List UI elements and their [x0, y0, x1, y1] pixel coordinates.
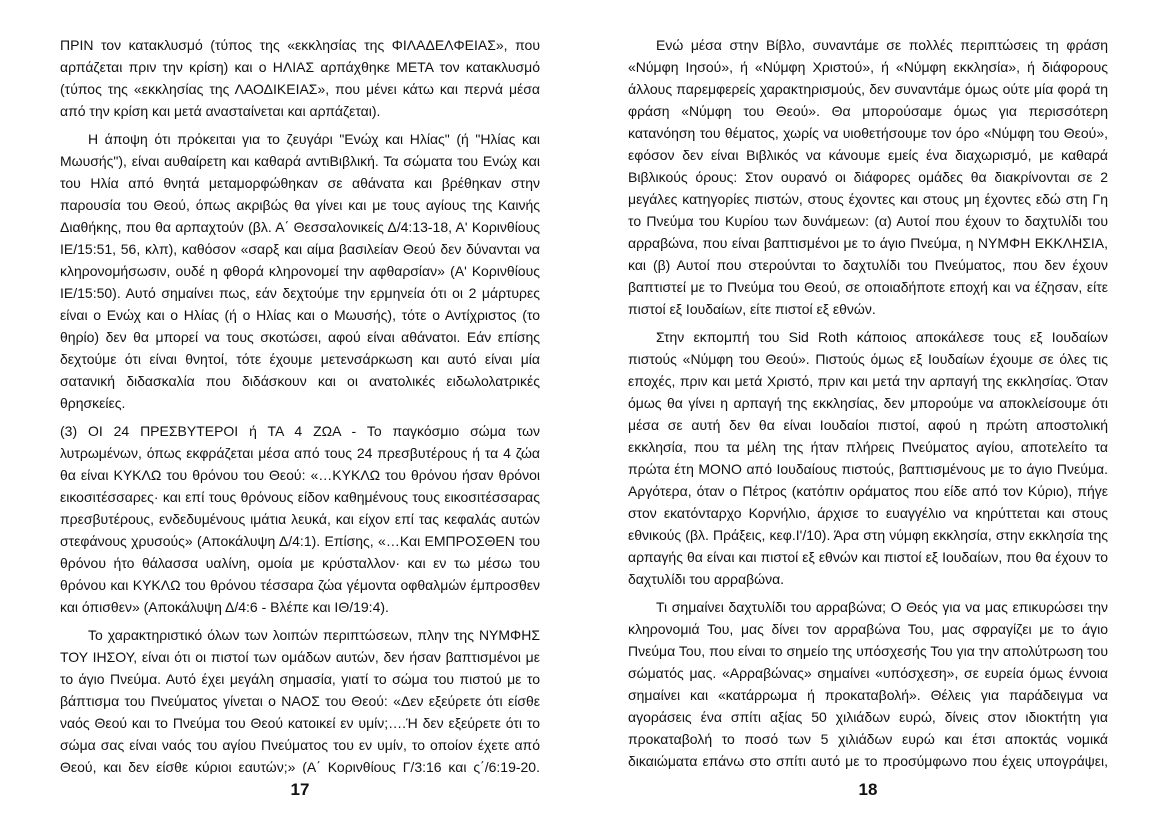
paragraph: Το χαρακτηριστικό όλων των λοιπών περιπτώσεων, πλην της ΝΥΜΦΗΣ ΤΟΥ ΙΗΣΟΥ, είναι ότι οι πιστοί των ομάδων αυτών, δεν ήσαν βαπτισμένοι με το άγιο Πνεύμα. Αυτό έχει μεγάλη σημασία, γιατί το σώμα του πιστού με το βάπτισμα του Πνεύματος γίνεται ο ΝΑΟΣ του Θεού: «Δεν εξεύρετε ότι είσθε ναός Θεού και το Πνεύμα του Θεού κατοικεί εν υμίν;….Ή δεν εξεύρετε ότι το σώμα σας είναι ναός του αγίου Πνεύματος του εν υμίν, το οποίον έχετε από Θεού, και δεν είσθε κύριοι εαυτών;» (Α΄ Κορινθίους Γ/3:16 και ς΄/6:19-20. — [60, 627, 540, 774]
paragraph: Ενώ μέσα στην Βίβλο, συναντάμε σε πολλές περιπτώσεις τη φράση «Νύμφη Ιησού», ή «Νύμφη Χριστού», ή «Νύμφη εκκλησία», ή διάφορους άλλους παρεμφερείς χαρακτηρισμούς, δεν συναντάμε όμως ούτε μία φορά τη φράση «Νύμφη του Θεού». Θα μπορούσαμε όμως για περισσότερη κατανόηση του θέματος, χωρίς να υιοθετήσουμε τον όρο «Νύμφη του Θεού», εφόσον δεν είναι Βιβλικός να κάνουμε εμείς ένα διαχωρισμό, με καθαρά Βιβλικούς όρους: Στον ουρανό οι διάφορες ομάδες θα διακρίνονται σε 2 μεγάλες κατηγορίες πιστών, στους έχοντες και στους μη έχοντες εδώ στη Γη το Πνεύμα του Κυρίου των δυνάμεων: (α) Αυτοί που έχουν το δαχτυλίδι του αρραβώνα, που είναι βαπτισμένοι με το άγιο Πνεύμα, η ΝΥΜΦΗ ΕΚΚΛΗΣΙΑ, και (β) Αυτοί που στερούνται το δαχτυλίδι του Πνεύματος, που δεν έχουν βαπτιστεί με το Πνεύμα του Θεού, σε οποιαδήποτε εποχή και να έζησαν, είτε πιστοί εξ Ιουδαίων, είτε πιστοί εξ εθνών. — [628, 37, 1108, 317]
page-number: 18 — [858, 780, 878, 799]
right-page — [628, 34, 1108, 799]
left-page — [60, 34, 540, 799]
page-number: 17 — [290, 780, 310, 799]
paragraph: Στην εκπομπή του Sid Roth κάποιος αποκάλεσε τους εξ Ιουδαίων πιστούς «Νύμφη του Θεού». Πιστούς όμως εξ Ιουδαίων έχουμε σε όλες τις εποχές, πριν και μετά Χριστό, πριν και μετά την αρπαγή της εκκλησίας. Όταν όμως θα γίνει η αρπαγή της εκκλησίας, δεν μπορούμε να αποκλείσουμε ότι μέσα σε αυτή δεν θα είναι Ιουδαίοι πιστοί, αφού η πρώτη αποστολική εκκλησία, που τα μέλη της ήταν πλήρεις Πνεύματος αγίου, αποτελείτο τα πρώτα έτη ΜΟΝΟ από Ιουδαίους πιστούς, βαπτισμένους με το άγιο Πνεύμα. Αργότερα, όταν ο Πέτρος (κατόπιν οράματος που είδε από τον Κύριο), πήγε στον εκατόνταρχο Κορνήλιο, άρχισε το ευαγγέλιο να κηρύττεται και στους εθνικούς (βλ. Πράξεις, κεφ.Ι'/10). Άρα στη νύμφη εκκλησία, στην εκκλησία της αρπαγής θα είναι και πιστοί εξ εθνών και πιστοί εξ Ιουδαίων, που θα έχουν το δαχτυλίδι του αρραβώνα. — [628, 329, 1108, 587]
right-page-text — [628, 34, 1108, 774]
paragraph: ΠΡΙΝ τον κατακλυσμό (τύπος της «εκκλησίας της ΦΙΛΑΔΕΛΦΕΙΑΣ», που αρπάζεται πριν την κρίση) και ο ΗΛΙΑΣ αρπάχθηκε ΜΕΤΑ τον κατακλυσμό (τύπος της «εκκλησίας της ΛΑΟΔΙΚΕΙΑΣ», που μένει κάτω και περνά μέσα από την κρίση και μετά ανασταίνεται και αρπάζεται). — [60, 37, 540, 119]
left-page-text — [60, 34, 540, 774]
paragraph: Τι σημαίνει δαχτυλίδι του αρραβώνα; Ο Θεός για να μας επικυρώσει την κληρονομιά Του, μας δίνει τον αρραβώνα Του, μας σφραγίζει με το άγιο Πνεύμα Του, που είναι το σημείο της υπόσχεσής Του για την απολύτρωση του σώματός μας. «Αρραβώνας» σημαίνει «υπόσχεση», σε ευρεία όμως έννοια σημαίνει και «κατάρρωμα ή προκαταβολή». Θέλεις για παράδειγμα να αγοράσεις ένα σπίτι αξίας 50 χιλιάδων ευρώ, δίνεις στον ιδιοκτήτη για προκαταβολή το ποσό των 5 χιλιάδων ευρώ και έτσι αποκτάς νομικά δικαιώματα επάνω στο σπίτι αυτό με το προσύμφωνο που έχεις υπογράψει, — [628, 599, 1108, 769]
paragraph: Η άποψη ότι πρόκειται για το ζευγάρι "Ενώχ και Ηλίας" (ή "Ηλίας και Μωυσής"), είναι αυθαίρετη και καθαρά αντιΒιβλική. Τα σώματα του Ενώχ και του Ηλία από θνητά μεταμορφώθηκαν σε αθάνατα και βρέθηκαν στην παρουσία του Θεού, όπως ακριβώς θα γίνει και με τους αγίους της Καινής Διαθήκης, που θα αρπαχτούν (βλ. Α΄ Θεσσαλονικείς Δ/4:13-18, Α' Κορινθίους ΙΕ/15:51, 56, κλπ), καθόσον «σαρξ και αίμα βασιλείαν Θεού δεν δύνανται να κληρονομήσωσιν, ουδέ η φθορά κληρονομεί την αφθαρσίαν» (Α' Κορινθίους ΙΕ/15:50). Αυτό σημαίνει πως, εάν δεχτούμε την ερμηνεία ότι οι 2 μάρτυρες είναι ο Ενώχ και ο Ηλίας (ή ο Ηλίας και ο Μωυσής), τότε ο Αντίχριστος (το θηρίο) δεν θα μπορεί να τους σκοτώσει, αφού είναι αθάνατοι. Εάν επίσης δεχτούμε ότι είναι θνητοί, τότε έχουμε μετενσάρκωση και αυτό είναι μία σατανική διδασκαλία που διδάσκουν και οι ανατολικές ειδωλολατρικές θρησκείες. — [60, 131, 540, 411]
section-3-paragraph: (3) ΟΙ 24 ΠΡΕΣΒΥΤΕΡΟΙ ή ΤΑ 4 ΖΩΑ - Το παγκόσμιο σώμα των λυτρωμένων, όπως εκφράζεται μέσα από τους 24 πρεσβυτέρους ή τα 4 ζώα θα είναι ΚΥΚΛΩ του θρόνου του Θεού: «…ΚΥΚΛΩ του θρόνου ήσαν θρόνοι εικοσιτέσσαρες· και επί τους θρόνους είδον καθημένους τους εικοσιτέσσαρας πρεσβυτέρους, ενδεδυμένους ιμάτια λευκά, και είχον επί τας κεφαλάς αυτών στεφάνους χρυσούς» (Αποκάλυψη Δ/4:1). Επίσης, «…Και ΕΜΠΡΟΣΘΕΝ του θρόνου ήτο θάλασσα υαλίνη, ομοία με κρύσταλλον· και εν τω μέσω του θρόνου και ΚΥΚΛΩ του θρόνου τέσσαρα ζώα γέμοντα οφθαλμών έμπροσθεν και όπισθεν» (Αποκάλυψη Δ/4:6 - Βλέπε και ΙΘ/19:4). — [60, 423, 540, 615]
